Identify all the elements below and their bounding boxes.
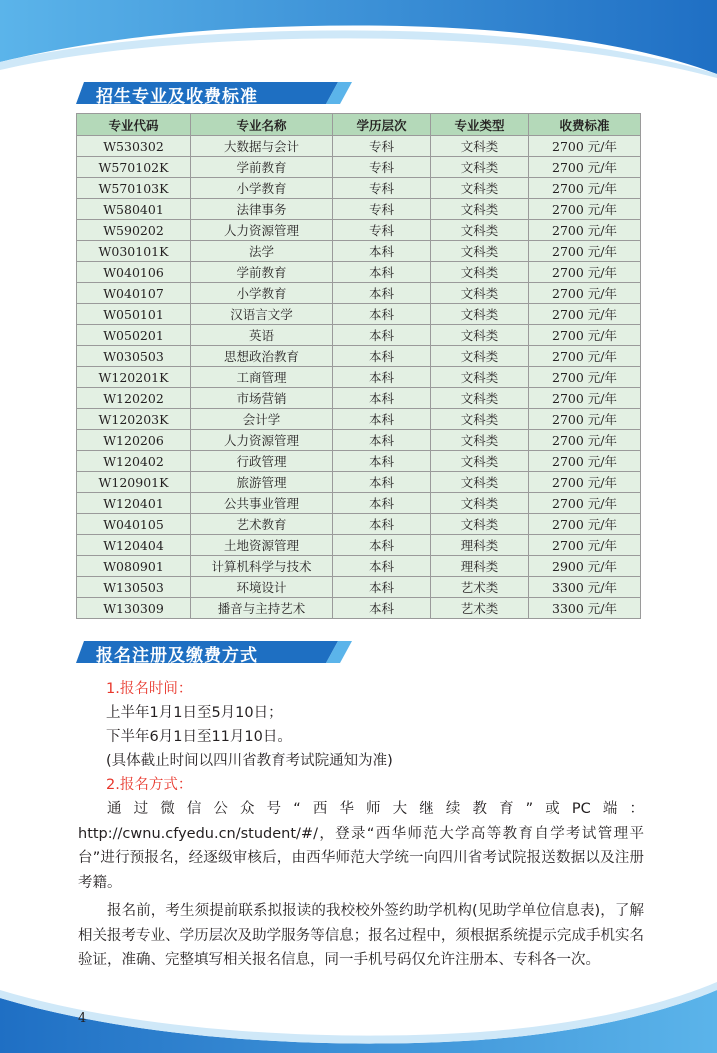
table-cell: 文科类: [431, 136, 529, 157]
table-cell: W120401: [77, 493, 191, 514]
table-cell: W120901K: [77, 472, 191, 493]
table-cell: 本科: [333, 598, 431, 619]
table-cell: 思想政治教育: [191, 346, 333, 367]
table-cell: 理科类: [431, 556, 529, 577]
section-banner-registration: [76, 637, 352, 667]
table-cell: 本科: [333, 577, 431, 598]
table-cell: 行政管理: [191, 451, 333, 472]
table-cell: 法学: [191, 241, 333, 262]
section-banner-fees: [76, 78, 352, 108]
table-cell: 本科: [333, 388, 431, 409]
section-title-fees: 招生专业及收费标准: [96, 87, 258, 107]
table-cell: W030101K: [77, 241, 191, 262]
table-cell: W120402: [77, 451, 191, 472]
table-cell: 本科: [333, 346, 431, 367]
table-cell: 2900 元/年: [529, 556, 641, 577]
table-cell: 文科类: [431, 241, 529, 262]
table-cell: 3300 元/年: [529, 598, 641, 619]
table-cell: 2700 元/年: [529, 220, 641, 241]
table-cell: 文科类: [431, 430, 529, 451]
table-cell: 本科: [333, 430, 431, 451]
table-cell: 2700 元/年: [529, 388, 641, 409]
table-cell: 本科: [333, 367, 431, 388]
table-cell: 文科类: [431, 199, 529, 220]
table-row: [77, 514, 641, 535]
table-cell: 2700 元/年: [529, 241, 641, 262]
table-cell: W120404: [77, 535, 191, 556]
table-cell: 人力资源管理: [191, 430, 333, 451]
table-cell: 本科: [333, 556, 431, 577]
table-row: [77, 577, 641, 598]
table-cell: 文科类: [431, 472, 529, 493]
table-row: [77, 556, 641, 577]
table-cell: 文科类: [431, 367, 529, 388]
column-header: 收费标准: [529, 114, 641, 136]
table-cell: W120203K: [77, 409, 191, 430]
table-row: [77, 472, 641, 493]
table-cell: W580401: [77, 199, 191, 220]
registration-section: [78, 677, 644, 997]
table-cell: 工商管理: [191, 367, 333, 388]
table-cell: W530302: [77, 136, 191, 157]
table-cell: 2700 元/年: [529, 535, 641, 556]
table-cell: 小学教育: [191, 178, 333, 199]
reg-time-note: (具体截止时间以四川省教育考试院通知为准): [106, 753, 393, 769]
column-header: 学历层次: [333, 114, 431, 136]
table-row: [77, 409, 641, 430]
table-cell: W130309: [77, 598, 191, 619]
column-header: 专业代码: [77, 114, 191, 136]
table-cell: 2700 元/年: [529, 325, 641, 346]
table-cell: 本科: [333, 283, 431, 304]
table-cell: 英语: [191, 325, 333, 346]
table-cell: 文科类: [431, 451, 529, 472]
table-cell: 专科: [333, 178, 431, 199]
table-cell: 文科类: [431, 493, 529, 514]
fee-table: [76, 113, 641, 619]
table-cell: 本科: [333, 325, 431, 346]
table-cell: 2700 元/年: [529, 367, 641, 388]
reg-method-paragraph-2: 报名前，考生须提前联系拟报读的我校校外签约助学机构(见助学单位信息表)，了解相关报考专业、学历层次及助学服务等信息；报名过程中，须根据系统提示完成手机实名验证，准确、完整填写相关报名信息，同一手机号码仅允许注册本、专科各一次。: [78, 903, 644, 968]
table-cell: W120202: [77, 388, 191, 409]
table-cell: 2700 元/年: [529, 262, 641, 283]
table-cell: 文科类: [431, 304, 529, 325]
table-row: [77, 535, 641, 556]
table-cell: 文科类: [431, 514, 529, 535]
table-cell: 市场营销: [191, 388, 333, 409]
table-cell: 2700 元/年: [529, 136, 641, 157]
table-cell: 学前教育: [191, 262, 333, 283]
table-cell: 2700 元/年: [529, 493, 641, 514]
table-cell: W570103K: [77, 178, 191, 199]
table-row: [77, 451, 641, 472]
table-cell: 文科类: [431, 157, 529, 178]
table-row: [77, 325, 641, 346]
table-cell: 文科类: [431, 388, 529, 409]
table-cell: 文科类: [431, 409, 529, 430]
table-row: [77, 178, 641, 199]
reg-method-heading: 2.报名方式：: [106, 777, 193, 793]
table-cell: 人力资源管理: [191, 220, 333, 241]
table-cell: W120206: [77, 430, 191, 451]
table-cell: 理科类: [431, 535, 529, 556]
reg-time-heading: 1.报名时间：: [106, 681, 193, 697]
table-cell: 文科类: [431, 262, 529, 283]
table-row: [77, 283, 641, 304]
table-cell: 2700 元/年: [529, 304, 641, 325]
table-cell: 计算机科学与技术: [191, 556, 333, 577]
table-row: [77, 367, 641, 388]
reg-method-paragraph-1: 通过微信公众号“西华师大继续教育”或PC端：http://cwnu.cfyedu.cn/student/#/，登录“西华师范大学高等教育自学考试管理平台”进行预报名，经逐级审核后，由西华师范大学统一向四川省考试院报送数据以及注册考籍。: [78, 801, 644, 891]
table-cell: 本科: [333, 241, 431, 262]
table-cell: 会计学: [191, 409, 333, 430]
table-row: [77, 199, 641, 220]
table-cell: 2700 元/年: [529, 178, 641, 199]
table-cell: 学前教育: [191, 157, 333, 178]
table-row: [77, 241, 641, 262]
table-row: [77, 598, 641, 619]
table-cell: 专科: [333, 136, 431, 157]
table-cell: 本科: [333, 451, 431, 472]
table-cell: 旅游管理: [191, 472, 333, 493]
reg-time-line-2: 下半年6月1日至11月10日。: [106, 729, 292, 745]
column-header: 专业类型: [431, 114, 529, 136]
table-cell: 大数据与会计: [191, 136, 333, 157]
section-title-registration: 报名注册及缴费方式: [96, 646, 258, 666]
table-cell: W590202: [77, 220, 191, 241]
table-cell: 专科: [333, 199, 431, 220]
table-cell: 2700 元/年: [529, 451, 641, 472]
table-cell: 艺术教育: [191, 514, 333, 535]
table-cell: W040107: [77, 283, 191, 304]
table-cell: 文科类: [431, 178, 529, 199]
table-cell: 2700 元/年: [529, 472, 641, 493]
table-row: [77, 388, 641, 409]
table-cell: 公共事业管理: [191, 493, 333, 514]
table-cell: W040106: [77, 262, 191, 283]
table-cell: 艺术类: [431, 598, 529, 619]
table-row: [77, 346, 641, 367]
table-cell: 汉语言文学: [191, 304, 333, 325]
table-cell: 文科类: [431, 283, 529, 304]
table-cell: W120201K: [77, 367, 191, 388]
table-cell: 本科: [333, 493, 431, 514]
table-cell: 专科: [333, 157, 431, 178]
table-row: [77, 262, 641, 283]
table-row: [77, 220, 641, 241]
table-cell: 环境设计: [191, 577, 333, 598]
reg-time-line-1: 上半年1月1日至5月10日；: [106, 705, 283, 721]
table-cell: 2700 元/年: [529, 346, 641, 367]
table-cell: 2700 元/年: [529, 157, 641, 178]
table-cell: W570102K: [77, 157, 191, 178]
table-cell: 艺术类: [431, 577, 529, 598]
table-row: [77, 157, 641, 178]
table-cell: W030503: [77, 346, 191, 367]
table-cell: W040105: [77, 514, 191, 535]
table-cell: 2700 元/年: [529, 199, 641, 220]
table-row: [77, 493, 641, 514]
table-cell: 本科: [333, 409, 431, 430]
table-cell: W080901: [77, 556, 191, 577]
table-cell: 本科: [333, 535, 431, 556]
table-cell: 法律事务: [191, 199, 333, 220]
table-cell: 土地资源管理: [191, 535, 333, 556]
table-row: [77, 136, 641, 157]
table-cell: 文科类: [431, 325, 529, 346]
table-header-row: [77, 114, 641, 136]
table-row: [77, 430, 641, 451]
table-cell: 2700 元/年: [529, 514, 641, 535]
table-cell: W050201: [77, 325, 191, 346]
table-cell: 2700 元/年: [529, 283, 641, 304]
table-cell: 3300 元/年: [529, 577, 641, 598]
table-cell: 2700 元/年: [529, 430, 641, 451]
column-header: 专业名称: [191, 114, 333, 136]
table-cell: 本科: [333, 514, 431, 535]
table-cell: W130503: [77, 577, 191, 598]
table-cell: 播音与主持艺术: [191, 598, 333, 619]
table-row: [77, 304, 641, 325]
table-cell: 本科: [333, 262, 431, 283]
table-cell: 本科: [333, 304, 431, 325]
page-number: 4: [78, 1011, 87, 1026]
table-cell: 小学教育: [191, 283, 333, 304]
table-cell: 2700 元/年: [529, 409, 641, 430]
table-cell: 专科: [333, 220, 431, 241]
table-cell: 本科: [333, 472, 431, 493]
table-cell: W050101: [77, 304, 191, 325]
table-cell: 文科类: [431, 220, 529, 241]
table-cell: 文科类: [431, 346, 529, 367]
